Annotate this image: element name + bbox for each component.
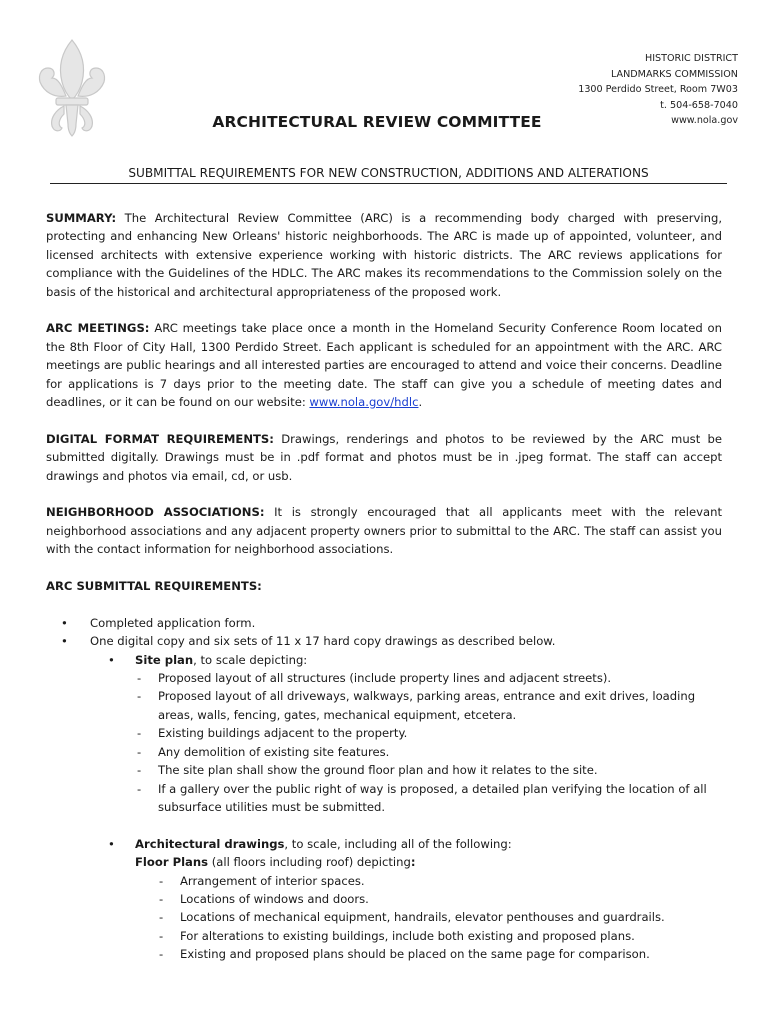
submittal-requirements-heading: ARC SUBMITTAL REQUIREMENTS: <box>46 579 262 594</box>
meetings-paragraph <box>46 319 722 411</box>
contact-line-website: www.nola.gov <box>671 115 738 126</box>
summary-text: The Architectural Review Committee (ARC) is a recommending body charged with preserving, protecting and enhancing New Orleans' historic neighborhoods. The ARC is made up of appointed, volunteer, and licensed architects with extensive experience working with historic districts. The ARC reviews applications for compliance with the Guidelines of the HDLC. The ARC makes its recommendations to the Commission solely on the basis of the historical and architectural appropriateness of the proposed work. <box>46 211 723 299</box>
site-plan-list <box>135 669 722 816</box>
meetings-text: ARC meetings take place once a month in the Homeland Security Conference Room located on the 8th Floor of City Hall, 1300 Perdido Street. Each applicant is scheduled for an appointment with the ARC. ARC meetings are public hearings and all interested parties are encouraged to attend and voice their concerns. Deadline for applications is 7 days prior to the meeting date. The staff can give you a schedule of meeting dates and deadlines, or it can be found on our website: <box>46 321 722 410</box>
floor-plans-list <box>135 872 722 964</box>
list-item: - If a gallery over the public right of way is proposed, a detailed plan verifying the location of all subsurface utilities must be submitted. <box>158 780 722 817</box>
site-plan-item <box>135 651 722 835</box>
digital-format-paragraph <box>46 430 722 485</box>
hdlc-website-link[interactable]: www.nola.gov/hdlc <box>309 395 419 410</box>
neighborhood-label: NEIGHBORHOOD ASSOCIATIONS: <box>46 505 265 520</box>
requirements-list <box>46 614 722 964</box>
floor-plans-label: Floor Plans <box>135 855 209 870</box>
architectural-drawings-label: Architectural drawings <box>135 836 285 851</box>
list-item: • Completed application form. <box>90 614 722 632</box>
contact-line-address: 1300 Perdido Street, Room 7W03 <box>578 84 738 95</box>
spacer <box>135 816 722 834</box>
neighborhood-paragraph <box>46 503 722 558</box>
list-item: - For alterations to existing buildings, include both existing and proposed plans. <box>180 927 722 945</box>
summary-paragraph <box>46 209 722 301</box>
site-plan-label: Site plan <box>135 652 194 667</box>
meetings-text-end: . <box>418 395 423 410</box>
list-item: - Locations of windows and doors. <box>180 890 722 908</box>
floor-plans-suffix: (all floors including roof) depicting <box>208 855 411 870</box>
architectural-drawings-suffix: , to scale, including all of the following: <box>284 836 512 851</box>
list-item-text: One digital copy and six sets of 11 x 17 hard copy drawings as described below. <box>90 634 556 649</box>
list-item: - Existing buildings adjacent to the property. <box>158 724 722 742</box>
list-item: - Existing and proposed plans should be placed on the same page for comparison. <box>180 945 722 963</box>
contact-line-phone: t. 504-658-7040 <box>660 99 738 111</box>
floor-plans-line <box>135 853 722 871</box>
contact-line-office: HISTORIC DISTRICT <box>644 53 738 64</box>
list-item: - Arrangement of interior spaces. <box>180 872 722 890</box>
document-body <box>46 209 722 964</box>
document-title: ARCHITECTURAL REVIEW COMMITTEE <box>212 113 542 131</box>
summary-label: SUMMARY: <box>46 211 117 225</box>
list-item: - Any demolition of existing site features. <box>158 743 722 761</box>
site-plan-suffix: , to scale depicting: <box>193 652 308 667</box>
list-item: - Proposed layout of all driveways, walkways, parking areas, entrance and exit drives, loading areas, walls, fencing, gates, mechanical equipment, etcetera. <box>158 687 722 724</box>
list-item: - The site plan shall show the ground floor plan and how it relates to the site. <box>158 761 722 779</box>
list-item <box>90 632 722 963</box>
architectural-drawings-item <box>135 835 722 964</box>
document-subtitle: SUBMITTAL REQUIREMENTS FOR NEW CONSTRUCTION, ADDITIONS AND ALTERATIONS <box>128 166 649 180</box>
list-item: - Proposed layout of all structures (include property lines and adjacent streets). <box>158 669 722 687</box>
meetings-label: ARC MEETINGS: <box>46 321 150 336</box>
digital-format-label: DIGITAL FORMAT REQUIREMENTS: <box>46 431 274 446</box>
list-item: - Locations of mechanical equipment, handrails, elevator penthouses and guardrails. <box>180 908 722 926</box>
digital-format-text: Drawings, renderings and photos to be reviewed by the ARC must be submitted digitally. Drawings must be in .pdf format and photos must be in .jpeg format. The staff can accept drawings and photos via email, cd, or usb. <box>46 431 723 483</box>
neighborhood-text: It is strongly encouraged that all applicants meet with the relevant neighborhood associations and any adjacent property owners prior to submittal to the ARC. The staff can assist you with the contact information for neighborhood associations. <box>46 505 722 557</box>
subtitle-rule <box>50 183 727 184</box>
drawing-requirements-list <box>90 651 722 964</box>
floor-plans-colon: : <box>410 855 416 870</box>
contact-line-commission: LANDMARKS COMMISSION <box>610 68 738 80</box>
